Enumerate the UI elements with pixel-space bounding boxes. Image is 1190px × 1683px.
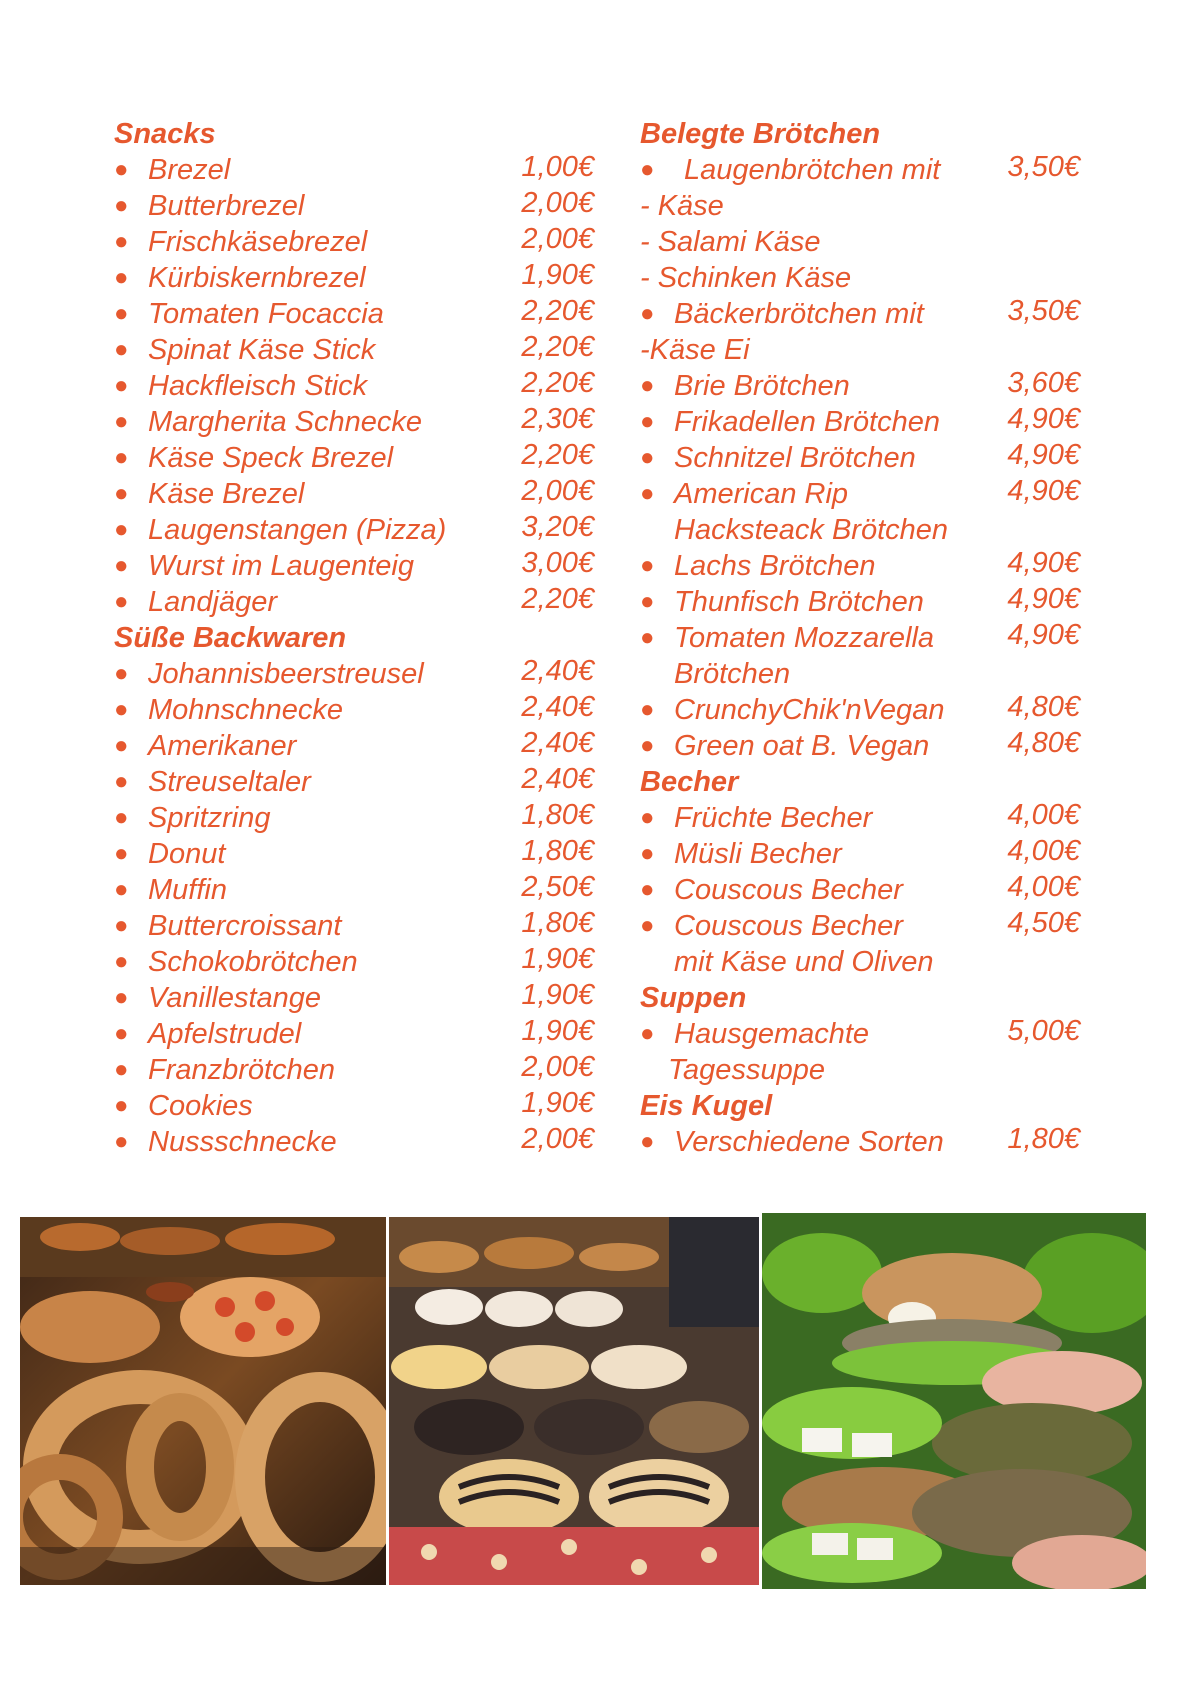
item-name: Laugenstangen (Pizza)	[148, 514, 447, 546]
item-price: 2,00€	[521, 1123, 594, 1155]
item-name: Brezel	[148, 154, 231, 186]
menu-item	[640, 296, 1080, 332]
bullet-icon: ●	[640, 696, 655, 723]
item-name: Donut	[148, 838, 226, 870]
item-name: Schokobrötchen	[148, 946, 358, 978]
item-name: Thunfisch Brötchen	[674, 586, 924, 618]
bullet-icon: ●	[114, 1020, 129, 1047]
bullet-icon: ●	[114, 408, 129, 435]
menu-item	[640, 800, 1080, 836]
item-price: 2,20€	[521, 583, 594, 615]
item-price: 2,00€	[521, 475, 594, 507]
item-name: Amerikaner	[148, 730, 297, 762]
item-name-line2: Tagessuppe	[668, 1054, 825, 1086]
bullet-icon: ●	[640, 1128, 655, 1155]
item-name: Muffin	[148, 874, 227, 906]
item-name: Spritzring	[148, 802, 271, 834]
menu-item	[640, 584, 1080, 620]
item-price: 4,00€	[1007, 799, 1080, 831]
menu-item	[640, 728, 1080, 764]
menu-item	[114, 404, 594, 440]
bullet-icon: ●	[640, 588, 655, 615]
item-price: 1,80€	[521, 835, 594, 867]
item-name: CrunchyChik'nVegan	[674, 694, 945, 726]
section-title-suppen: Suppen	[640, 982, 747, 1014]
item-name: Tomaten Mozzarella	[674, 622, 935, 654]
sandwich-photo	[762, 1213, 1146, 1589]
section-title-becher: Becher	[640, 766, 739, 798]
bullet-icon: ●	[640, 372, 655, 399]
menu-item	[114, 764, 594, 800]
bullet-icon: ●	[640, 444, 655, 471]
bullet-icon: ●	[114, 1056, 129, 1083]
item-name: Müsli Becher	[674, 838, 842, 870]
menu-item	[114, 980, 594, 1016]
bullet-icon: ●	[114, 1128, 129, 1155]
item-name: Margherita Schnecke	[148, 406, 423, 438]
right-column	[640, 116, 1080, 1160]
left-column	[114, 116, 594, 1160]
menu-item	[640, 620, 1080, 692]
menu-item	[114, 1124, 594, 1160]
menu-item	[114, 260, 594, 296]
menu-item	[114, 728, 594, 764]
item-price: 3,50€	[1007, 295, 1080, 327]
item-price: 2,00€	[521, 223, 594, 255]
item-price: 1,80€	[521, 799, 594, 831]
item-price: 1,90€	[521, 979, 594, 1011]
menu-item	[114, 1052, 594, 1088]
item-price: 2,40€	[521, 655, 594, 687]
menu-item-option	[640, 224, 1080, 260]
bullet-icon: ●	[114, 156, 129, 183]
item-name: Couscous Becher	[674, 910, 903, 942]
menu-item	[640, 368, 1080, 404]
item-option: - Schinken Käse	[640, 262, 852, 294]
item-name: Früchte Becher	[674, 802, 873, 834]
item-name: Hausgemachte	[674, 1018, 870, 1050]
menu-item	[114, 836, 594, 872]
section-title-eis-kugel: Eis Kugel	[640, 1090, 773, 1122]
menu-item	[640, 1124, 1080, 1160]
item-price: 2,50€	[521, 871, 594, 903]
menu-item	[114, 656, 594, 692]
item-price: 1,90€	[521, 1015, 594, 1047]
menu-item	[640, 692, 1080, 728]
bullet-icon: ●	[114, 840, 129, 867]
bullet-icon: ●	[114, 1092, 129, 1119]
menu-item	[640, 440, 1080, 476]
item-price: 2,00€	[521, 187, 594, 219]
item-name: Mohnschnecke	[148, 694, 344, 726]
menu-item-option	[640, 332, 1080, 368]
item-price: 2,20€	[521, 439, 594, 471]
menu-item	[640, 836, 1080, 872]
item-price: 2,40€	[521, 727, 594, 759]
bullet-icon: ●	[640, 480, 655, 507]
item-price: 4,90€	[1007, 619, 1080, 651]
item-price: 2,00€	[521, 1051, 594, 1083]
item-name: Bäckerbrötchen mit	[674, 298, 924, 330]
item-price: 4,90€	[1007, 439, 1080, 471]
menu-item-option	[640, 188, 1080, 224]
menu-item	[640, 152, 1080, 188]
menu-item	[640, 476, 1080, 548]
menu-item	[114, 692, 594, 728]
bullet-icon: ●	[640, 552, 655, 579]
item-name-line2: Hacksteack Brötchen	[674, 514, 949, 546]
bullet-icon: ●	[114, 444, 129, 471]
item-name: American Rip	[674, 478, 849, 510]
item-price: 3,50€	[1007, 151, 1080, 183]
item-price: 4,90€	[1007, 475, 1080, 507]
menu-item	[114, 476, 594, 512]
item-name: Tomaten Focaccia	[148, 298, 384, 330]
bullet-icon: ●	[114, 300, 129, 327]
menu-item	[114, 512, 594, 548]
item-option: -Käse Ei	[640, 334, 750, 366]
item-price: 5,00€	[1007, 1015, 1080, 1047]
bullet-icon: ●	[114, 660, 129, 687]
photo-strip	[20, 1217, 1146, 1597]
bullet-icon: ●	[114, 192, 129, 219]
item-name: Streuseltaler	[148, 766, 311, 798]
bullet-icon: ●	[114, 732, 129, 759]
item-option: - Salami Käse	[640, 226, 821, 258]
item-price: 4,50€	[1007, 907, 1080, 939]
bullet-icon: ●	[640, 624, 655, 651]
item-price: 2,40€	[521, 691, 594, 723]
item-name: Frikadellen Brötchen	[674, 406, 940, 438]
menu-item	[640, 404, 1080, 440]
item-name: Johannisbeerstreusel	[148, 658, 424, 690]
item-name: Cookies	[148, 1090, 253, 1122]
menu-item	[640, 548, 1080, 584]
item-name: Couscous Becher	[674, 874, 903, 906]
item-name: Laugenbrötchen mit	[684, 154, 941, 186]
bullet-icon: ●	[114, 984, 129, 1011]
item-price: 1,00€	[521, 151, 594, 183]
bullet-icon: ●	[640, 1020, 655, 1047]
menu-item	[640, 1016, 1080, 1088]
item-price: 2,20€	[521, 367, 594, 399]
menu-item	[640, 872, 1080, 908]
item-name: Vanillestange	[148, 982, 322, 1014]
item-name: Frischkäsebrezel	[148, 226, 368, 258]
item-price: 1,90€	[521, 1087, 594, 1119]
section-title-belegte-broetchen: Belegte Brötchen	[640, 118, 881, 150]
menu-item	[114, 1016, 594, 1052]
item-price: 4,80€	[1007, 727, 1080, 759]
menu-item	[114, 296, 594, 332]
menu-item	[114, 800, 594, 836]
item-name: Green oat B. Vegan	[674, 730, 930, 762]
bullet-icon: ●	[114, 552, 129, 579]
item-name: Nussschnecke	[148, 1126, 337, 1158]
item-name: Schnitzel Brötchen	[674, 442, 916, 474]
item-price: 4,00€	[1007, 871, 1080, 903]
item-price: 4,90€	[1007, 547, 1080, 579]
item-name: Butterbrezel	[148, 190, 305, 222]
pastry-photo	[389, 1217, 759, 1585]
menu-item	[640, 908, 1080, 980]
item-price: 4,80€	[1007, 691, 1080, 723]
bullet-icon: ●	[114, 912, 129, 939]
item-name: Käse Speck Brezel	[148, 442, 394, 474]
menu-item	[114, 944, 594, 980]
bullet-icon: ●	[114, 768, 129, 795]
menu-item	[114, 332, 594, 368]
bullet-icon: ●	[640, 840, 655, 867]
item-name: Brie Brötchen	[674, 370, 850, 402]
menu-item	[114, 584, 594, 620]
item-name: Kürbiskernbrezel	[148, 262, 366, 294]
bullet-icon: ●	[114, 480, 129, 507]
item-name: Spinat Käse Stick	[148, 334, 376, 366]
bullet-icon: ●	[640, 300, 655, 327]
item-name: Verschiedene Sorten	[674, 1126, 944, 1158]
menu-item	[114, 152, 594, 188]
bullet-icon: ●	[640, 156, 655, 183]
bullet-icon: ●	[114, 588, 129, 615]
item-price: 2,40€	[521, 763, 594, 795]
item-price: 4,00€	[1007, 835, 1080, 867]
menu-item-option	[640, 260, 1080, 296]
item-price: 3,20€	[521, 511, 594, 543]
item-price: 2,20€	[521, 331, 594, 363]
item-price: 2,30€	[521, 403, 594, 435]
menu-item	[114, 368, 594, 404]
bullet-icon: ●	[114, 948, 129, 975]
item-price: 1,90€	[521, 259, 594, 291]
menu-item	[114, 224, 594, 260]
bullet-icon: ●	[640, 876, 655, 903]
item-price: 4,90€	[1007, 583, 1080, 615]
item-price: 1,80€	[1007, 1123, 1080, 1155]
bullet-icon: ●	[640, 408, 655, 435]
item-name-line2: Brötchen	[674, 658, 791, 690]
item-price: 2,20€	[521, 295, 594, 327]
item-price: 1,90€	[521, 943, 594, 975]
item-name: Hackfleisch Stick	[148, 370, 368, 402]
pretzel-photo	[20, 1217, 386, 1585]
item-name: Landjäger	[148, 586, 277, 618]
bullet-icon: ●	[114, 336, 129, 363]
menu-item	[114, 548, 594, 584]
item-price: 3,00€	[521, 547, 594, 579]
section-title-suesse-backwaren: Süße Backwaren	[114, 622, 347, 654]
bullet-icon: ●	[640, 912, 655, 939]
item-price: 3,60€	[1007, 367, 1080, 399]
item-name: Franzbrötchen	[148, 1054, 335, 1086]
bullet-icon: ●	[114, 696, 129, 723]
bullet-icon: ●	[114, 804, 129, 831]
item-name: Buttercroissant	[148, 910, 342, 942]
menu-item	[114, 872, 594, 908]
menu-item	[114, 908, 594, 944]
section-title-snacks: Snacks	[114, 118, 216, 150]
item-name-line2: mit Käse und Oliven	[674, 946, 934, 978]
item-name: Wurst im Laugenteig	[148, 550, 414, 582]
item-name: Lachs Brötchen	[674, 550, 876, 582]
bullet-icon: ●	[640, 732, 655, 759]
item-name: Käse Brezel	[148, 478, 305, 510]
bullet-icon: ●	[114, 516, 129, 543]
item-option: - Käse	[640, 190, 724, 222]
bullet-icon: ●	[114, 228, 129, 255]
item-price: 4,90€	[1007, 403, 1080, 435]
menu-item	[114, 188, 594, 224]
menu-item	[114, 440, 594, 476]
bullet-icon: ●	[114, 876, 129, 903]
item-price: 1,80€	[521, 907, 594, 939]
menu-item	[114, 1088, 594, 1124]
item-name: Apfelstrudel	[148, 1018, 302, 1050]
bullet-icon: ●	[114, 264, 129, 291]
bullet-icon: ●	[114, 372, 129, 399]
bullet-icon: ●	[640, 804, 655, 831]
